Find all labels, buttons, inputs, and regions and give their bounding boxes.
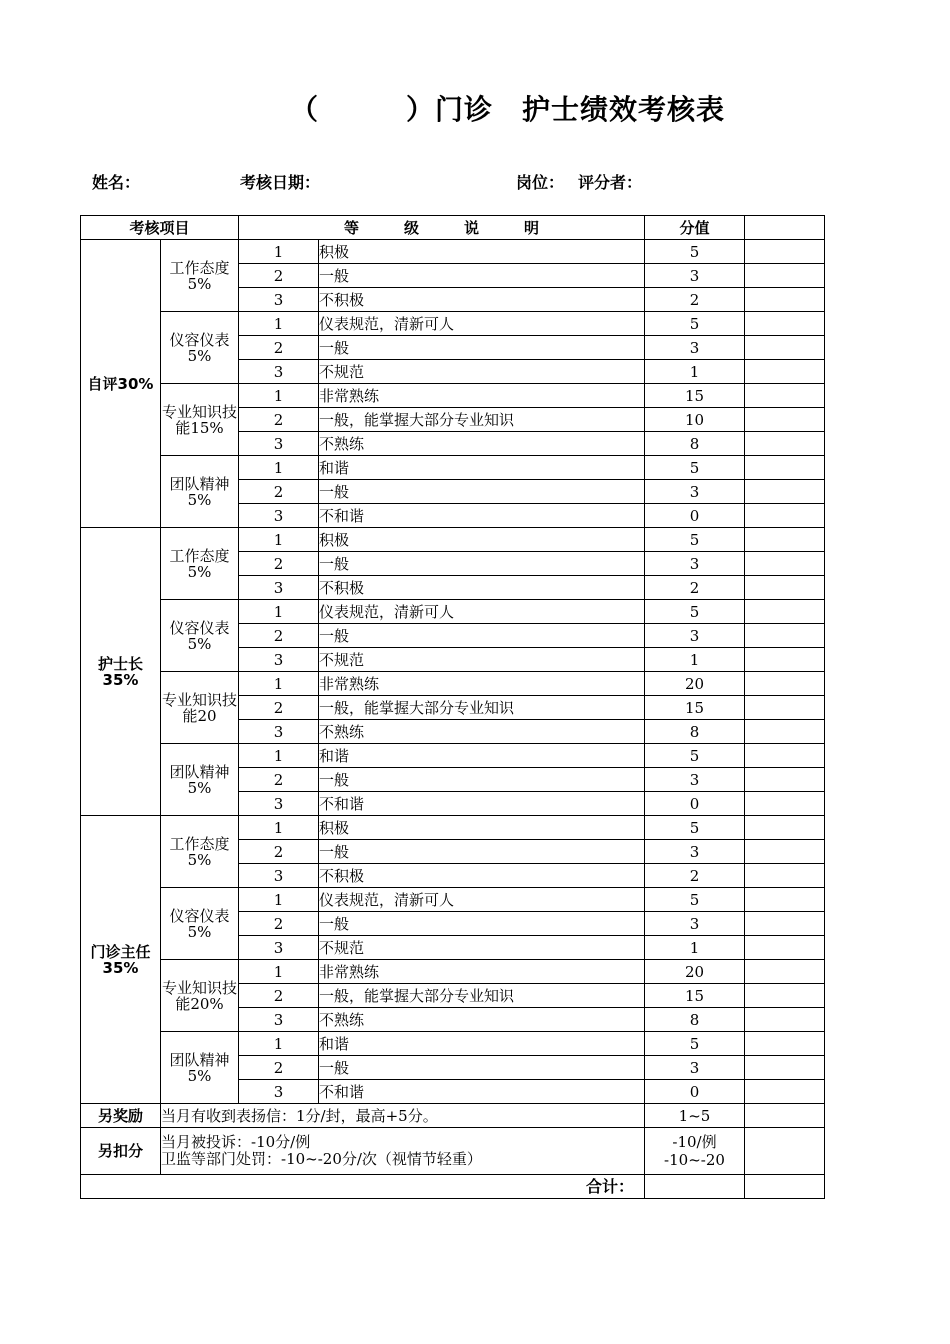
grade-cell: 2 bbox=[239, 552, 319, 576]
rating-cell[interactable] bbox=[745, 648, 825, 672]
header-item: 考核项目 bbox=[81, 216, 239, 240]
total-score-cell[interactable] bbox=[645, 1175, 745, 1199]
header-blank bbox=[745, 216, 825, 240]
grade-desc-cell: 积极 bbox=[319, 240, 645, 264]
score-cell: 3 bbox=[645, 1056, 745, 1080]
rating-cell[interactable] bbox=[745, 504, 825, 528]
header-score: 分值 bbox=[645, 216, 745, 240]
table-row bbox=[81, 888, 825, 912]
grade-desc-cell: 一般 bbox=[319, 336, 645, 360]
grade-desc-cell: 不积极 bbox=[319, 576, 645, 600]
rating-cell[interactable] bbox=[745, 696, 825, 720]
bonus-label: 另奖励 bbox=[81, 1104, 161, 1128]
deduct-score-2: -10~-20 bbox=[664, 1151, 725, 1169]
score-cell: 2 bbox=[645, 288, 745, 312]
grade-desc-cell: 一般，能掌握大部分专业知识 bbox=[319, 408, 645, 432]
grade-desc-cell: 和谐 bbox=[319, 1032, 645, 1056]
rating-cell[interactable] bbox=[745, 432, 825, 456]
item-name: 团队精神5% bbox=[161, 744, 239, 816]
score-cell: 1 bbox=[645, 648, 745, 672]
grade-cell: 3 bbox=[239, 720, 319, 744]
score-cell: 5 bbox=[645, 1032, 745, 1056]
grade-cell: 2 bbox=[239, 912, 319, 936]
rating-cell[interactable] bbox=[745, 960, 825, 984]
score-cell: 8 bbox=[645, 720, 745, 744]
grade-desc-cell: 一般 bbox=[319, 912, 645, 936]
item-name: 工作态度 5% bbox=[161, 528, 239, 600]
grade-cell: 2 bbox=[239, 768, 319, 792]
grade-cell: 1 bbox=[239, 888, 319, 912]
rating-cell[interactable] bbox=[745, 264, 825, 288]
score-cell: 20 bbox=[645, 672, 745, 696]
table-row bbox=[81, 1032, 825, 1056]
header-desc: 等 级 说 明 bbox=[239, 216, 645, 240]
score-cell: 2 bbox=[645, 576, 745, 600]
grade-desc-cell: 和谐 bbox=[319, 456, 645, 480]
grade-desc-cell: 一般 bbox=[319, 840, 645, 864]
total-label: 合计： bbox=[81, 1175, 645, 1199]
score-cell: 3 bbox=[645, 552, 745, 576]
grade-cell: 1 bbox=[239, 312, 319, 336]
rating-cell[interactable] bbox=[745, 360, 825, 384]
post-label: 岗位： bbox=[516, 173, 565, 192]
score-cell: 0 bbox=[645, 504, 745, 528]
grade-cell: 1 bbox=[239, 240, 319, 264]
section-label: 自评30% bbox=[81, 240, 161, 528]
page-title: （ ）门诊 护士绩效考核表 bbox=[290, 93, 726, 126]
grade-cell: 2 bbox=[239, 840, 319, 864]
rating-cell[interactable] bbox=[745, 576, 825, 600]
score-cell: 1 bbox=[645, 360, 745, 384]
rating-cell[interactable] bbox=[745, 1008, 825, 1032]
grade-desc-cell: 不积极 bbox=[319, 864, 645, 888]
table-row bbox=[81, 312, 825, 336]
item-name: 工作态度 5% bbox=[161, 240, 239, 312]
grade-cell: 1 bbox=[239, 744, 319, 768]
score-cell: 5 bbox=[645, 816, 745, 840]
grade-cell: 3 bbox=[239, 288, 319, 312]
grade-desc-cell: 不和谐 bbox=[319, 792, 645, 816]
grade-cell: 1 bbox=[239, 960, 319, 984]
grade-desc-cell: 非常熟练 bbox=[319, 960, 645, 984]
grade-desc-cell: 不熟练 bbox=[319, 1008, 645, 1032]
grade-cell: 2 bbox=[239, 264, 319, 288]
grade-cell: 1 bbox=[239, 384, 319, 408]
grade-desc-cell: 不规范 bbox=[319, 360, 645, 384]
grade-desc-cell: 一般 bbox=[319, 552, 645, 576]
score-cell: 3 bbox=[645, 768, 745, 792]
score-cell: 15 bbox=[645, 696, 745, 720]
grade-desc-cell: 一般 bbox=[319, 1056, 645, 1080]
bonus-row bbox=[81, 1104, 825, 1128]
grade-desc-cell: 仪表规范，清新可人 bbox=[319, 600, 645, 624]
grade-desc-cell: 不熟练 bbox=[319, 432, 645, 456]
score-cell: 0 bbox=[645, 792, 745, 816]
rating-cell[interactable] bbox=[745, 336, 825, 360]
score-cell: 5 bbox=[645, 528, 745, 552]
total-blank bbox=[745, 1175, 825, 1199]
grade-desc-cell: 不规范 bbox=[319, 936, 645, 960]
grade-desc-cell: 一般 bbox=[319, 624, 645, 648]
rating-cell[interactable] bbox=[745, 984, 825, 1008]
grade-desc-cell: 仪表规范，清新可人 bbox=[319, 888, 645, 912]
rater-label: 评分者： bbox=[578, 173, 643, 192]
rating-cell[interactable] bbox=[745, 936, 825, 960]
rating-cell[interactable] bbox=[745, 816, 825, 840]
grade-desc-cell: 非常熟练 bbox=[319, 672, 645, 696]
grade-desc-cell: 积极 bbox=[319, 816, 645, 840]
grade-cell: 2 bbox=[239, 1056, 319, 1080]
score-cell: 8 bbox=[645, 1008, 745, 1032]
rating-cell[interactable] bbox=[745, 240, 825, 264]
grade-cell: 3 bbox=[239, 864, 319, 888]
item-name: 专业知识技能20% bbox=[161, 960, 239, 1032]
grade-cell: 3 bbox=[239, 792, 319, 816]
score-cell: 5 bbox=[645, 744, 745, 768]
rating-cell[interactable] bbox=[745, 864, 825, 888]
table-row bbox=[81, 528, 825, 552]
item-name: 专业知识技能20 bbox=[161, 672, 239, 744]
rating-cell[interactable] bbox=[745, 840, 825, 864]
bonus-rating-cell[interactable] bbox=[745, 1104, 825, 1128]
item-name: 仪容仪表 5% bbox=[161, 888, 239, 960]
score-cell: 3 bbox=[645, 624, 745, 648]
grade-desc-cell: 不规范 bbox=[319, 648, 645, 672]
rating-cell[interactable] bbox=[745, 408, 825, 432]
grade-desc-cell: 一般，能掌握大部分专业知识 bbox=[319, 984, 645, 1008]
score-cell: 5 bbox=[645, 240, 745, 264]
rating-cell[interactable] bbox=[745, 312, 825, 336]
table-row bbox=[81, 240, 825, 264]
grade-desc-cell: 不熟练 bbox=[319, 720, 645, 744]
grade-cell: 2 bbox=[239, 984, 319, 1008]
rating-cell[interactable] bbox=[745, 888, 825, 912]
rating-cell[interactable] bbox=[745, 1032, 825, 1056]
total-row bbox=[81, 1175, 825, 1199]
score-cell: 3 bbox=[645, 912, 745, 936]
score-cell: 15 bbox=[645, 984, 745, 1008]
score-cell: 2 bbox=[645, 864, 745, 888]
rating-cell[interactable] bbox=[745, 528, 825, 552]
grade-desc-cell: 不和谐 bbox=[319, 504, 645, 528]
table-row bbox=[81, 744, 825, 768]
score-cell: 0 bbox=[645, 1080, 745, 1104]
deduct-row bbox=[81, 1128, 825, 1175]
score-cell: 1 bbox=[645, 936, 745, 960]
deduct-desc-2: 卫监等部门处罚：-10~-20分/次（视情节轻重） bbox=[161, 1150, 482, 1168]
item-name: 团队精神5% bbox=[161, 1032, 239, 1104]
date-label: 考核日期： bbox=[240, 173, 321, 192]
header-row bbox=[81, 216, 825, 240]
score-cell: 5 bbox=[645, 600, 745, 624]
deduct-score-1: -10/例 bbox=[672, 1133, 717, 1151]
score-cell: 5 bbox=[645, 888, 745, 912]
score-cell: 3 bbox=[645, 480, 745, 504]
grade-desc-cell: 一般 bbox=[319, 768, 645, 792]
grade-cell: 3 bbox=[239, 1008, 319, 1032]
item-name: 仪容仪表 5% bbox=[161, 600, 239, 672]
grade-cell: 1 bbox=[239, 816, 319, 840]
score-cell: 5 bbox=[645, 312, 745, 336]
score-cell: 5 bbox=[645, 456, 745, 480]
table-row bbox=[81, 384, 825, 408]
grade-cell: 2 bbox=[239, 408, 319, 432]
grade-cell: 1 bbox=[239, 672, 319, 696]
item-name: 团队精神5% bbox=[161, 456, 239, 528]
table-row bbox=[81, 816, 825, 840]
name-label: 姓名： bbox=[92, 173, 141, 192]
grade-desc-cell: 不和谐 bbox=[319, 1080, 645, 1104]
grade-desc-cell: 一般，能掌握大部分专业知识 bbox=[319, 696, 645, 720]
assessment-table bbox=[80, 215, 825, 1199]
rating-cell[interactable] bbox=[745, 672, 825, 696]
table-row bbox=[81, 960, 825, 984]
section-label: 护士长35% bbox=[81, 528, 161, 816]
rating-cell[interactable] bbox=[745, 288, 825, 312]
grade-cell: 1 bbox=[239, 600, 319, 624]
score-cell: 3 bbox=[645, 840, 745, 864]
score-cell: 3 bbox=[645, 336, 745, 360]
grade-cell: 3 bbox=[239, 360, 319, 384]
rating-cell[interactable] bbox=[745, 912, 825, 936]
table-row bbox=[81, 600, 825, 624]
rating-cell[interactable] bbox=[745, 600, 825, 624]
rating-cell[interactable] bbox=[745, 744, 825, 768]
rating-cell[interactable] bbox=[745, 1080, 825, 1104]
item-name: 专业知识技能15% bbox=[161, 384, 239, 456]
grade-cell: 1 bbox=[239, 456, 319, 480]
rating-cell[interactable] bbox=[745, 456, 825, 480]
deduct-label: 另扣分 bbox=[81, 1128, 161, 1175]
grade-desc-cell: 一般 bbox=[319, 264, 645, 288]
bonus-desc: 当月有收到表扬信：1分/封，最高+5分。 bbox=[161, 1104, 645, 1128]
grade-desc-cell: 非常熟练 bbox=[319, 384, 645, 408]
deduct-rating-cell[interactable] bbox=[745, 1128, 825, 1175]
grade-desc-cell: 和谐 bbox=[319, 744, 645, 768]
rating-cell[interactable] bbox=[745, 624, 825, 648]
rating-cell[interactable] bbox=[745, 1056, 825, 1080]
score-cell: 15 bbox=[645, 384, 745, 408]
rating-cell[interactable] bbox=[745, 720, 825, 744]
grade-desc-cell: 积极 bbox=[319, 528, 645, 552]
grade-cell: 3 bbox=[239, 504, 319, 528]
score-cell: 3 bbox=[645, 264, 745, 288]
item-name: 仪容仪表 5% bbox=[161, 312, 239, 384]
bonus-score: 1~5 bbox=[645, 1104, 745, 1128]
grade-cell: 2 bbox=[239, 624, 319, 648]
table-row bbox=[81, 456, 825, 480]
rating-cell[interactable] bbox=[745, 480, 825, 504]
grade-desc-cell: 仪表规范，清新可人 bbox=[319, 312, 645, 336]
score-cell: 8 bbox=[645, 432, 745, 456]
rating-cell[interactable] bbox=[745, 384, 825, 408]
grade-cell: 2 bbox=[239, 336, 319, 360]
rating-cell[interactable] bbox=[745, 768, 825, 792]
grade-desc-cell: 一般 bbox=[319, 480, 645, 504]
grade-desc-cell: 不积极 bbox=[319, 288, 645, 312]
rating-cell[interactable] bbox=[745, 792, 825, 816]
grade-cell: 1 bbox=[239, 1032, 319, 1056]
item-name: 工作态度 5% bbox=[161, 816, 239, 888]
grade-cell: 3 bbox=[239, 1080, 319, 1104]
score-cell: 10 bbox=[645, 408, 745, 432]
grade-cell: 1 bbox=[239, 528, 319, 552]
grade-cell: 3 bbox=[239, 648, 319, 672]
rating-cell[interactable] bbox=[745, 552, 825, 576]
grade-cell: 2 bbox=[239, 696, 319, 720]
grade-cell: 3 bbox=[239, 936, 319, 960]
score-cell: 20 bbox=[645, 960, 745, 984]
grade-cell: 2 bbox=[239, 480, 319, 504]
grade-cell: 3 bbox=[239, 432, 319, 456]
section-label: 门诊主任35% bbox=[81, 816, 161, 1104]
deduct-desc-1: 当月被投诉：-10分/例 bbox=[161, 1133, 311, 1151]
table-row bbox=[81, 672, 825, 696]
grade-cell: 3 bbox=[239, 576, 319, 600]
